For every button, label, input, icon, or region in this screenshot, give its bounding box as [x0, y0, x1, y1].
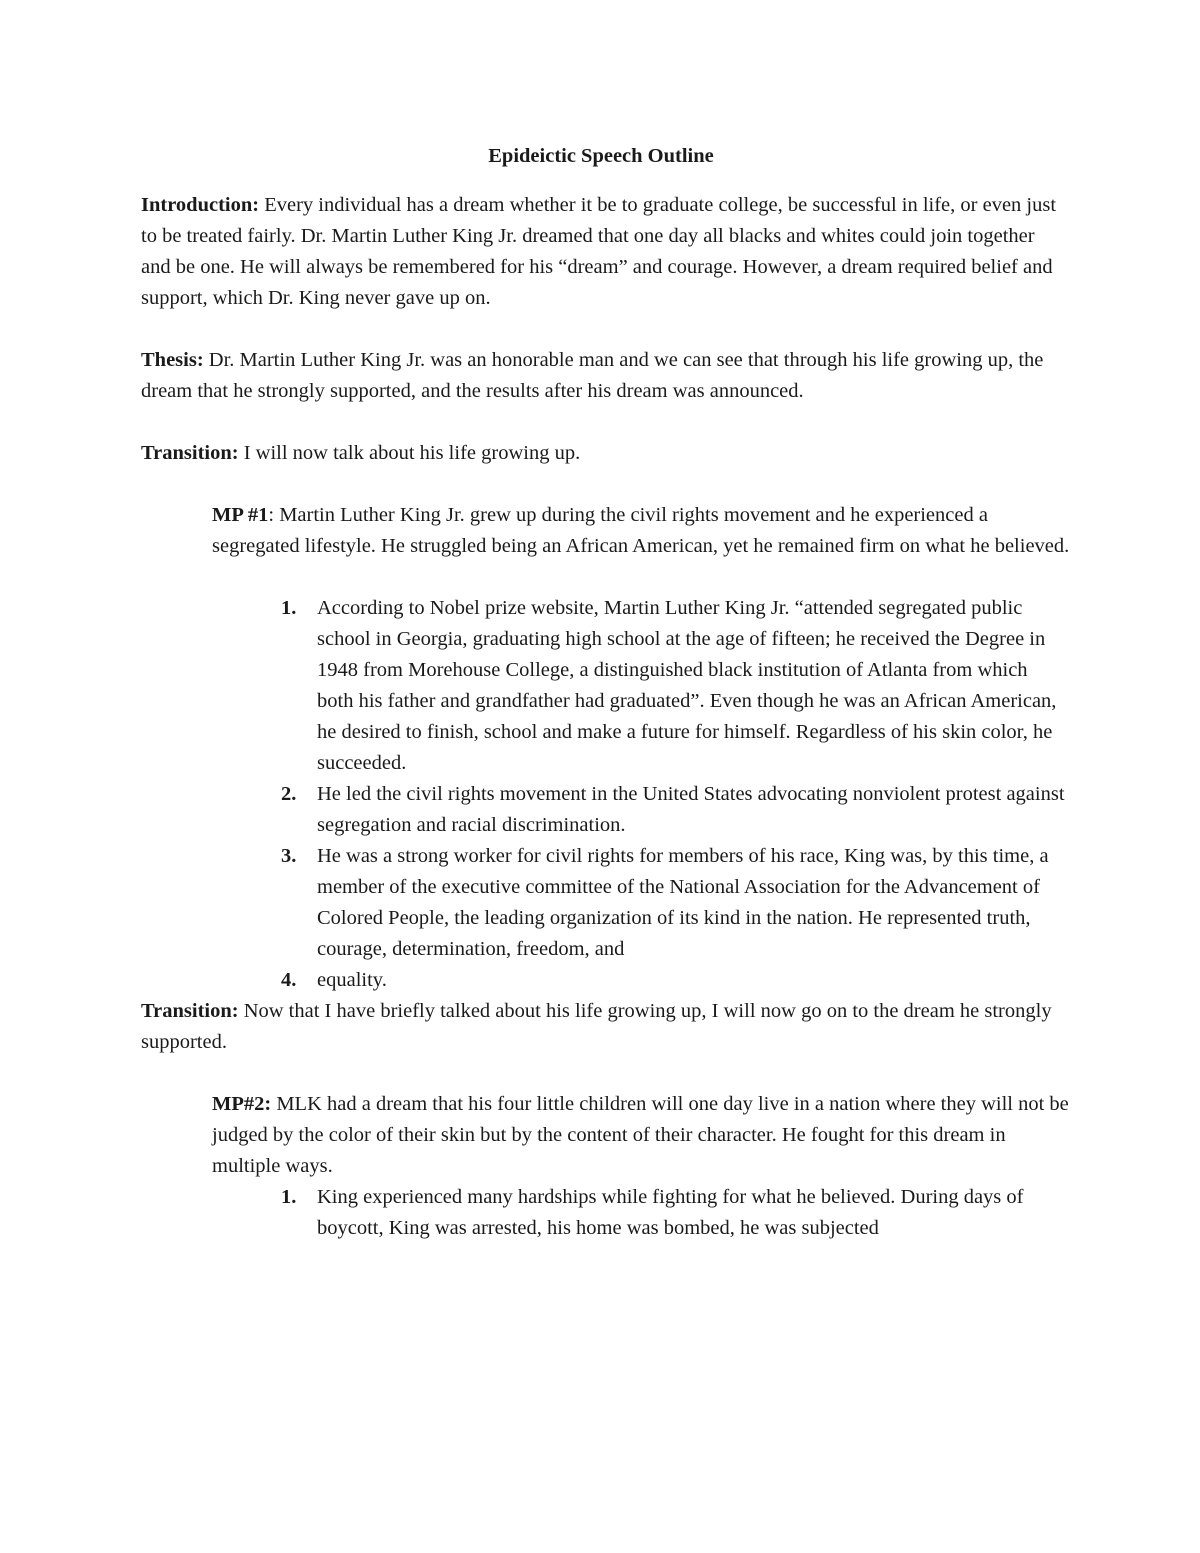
list-item-number: 1.	[281, 597, 297, 619]
list-item	[281, 593, 1067, 779]
list-item-number: 2.	[281, 783, 297, 805]
main-point-2-label: MP#2:	[212, 1093, 272, 1115]
list-item	[281, 965, 1067, 996]
thesis-label: Thesis:	[141, 349, 204, 371]
main-point-1-subpoints	[281, 593, 1067, 996]
document-page	[141, 141, 1070, 1244]
document-title: Epideictic Speech Outline	[488, 145, 714, 167]
list-item-text: equality.	[317, 969, 387, 991]
main-point-1-label: MP #1	[212, 504, 269, 526]
list-item-text: He was a strong worker for civil rights for members of his race, King was, by this time, a member of the executive committee of the National Association for the Advancement of Colored People, the leading organization of its kind in the nation. He represented truth, courage, determination, freedom, and	[317, 845, 1049, 960]
main-point-1-paragraph	[212, 500, 1072, 562]
list-item-number: 4.	[281, 969, 297, 991]
introduction-text: Every individual has a dream whether it be to graduate college, be successful in life, or even just to be treated fairly. Dr. Martin Luther King Jr. dreamed that one day all blacks and whites could join together and be one. He will always be remembered for his “dream” and courage. However, a dream required belief and support, which Dr. King never gave up on.	[141, 194, 1057, 309]
transition-1-text: I will now talk about his life growing up.	[238, 442, 581, 464]
transition-1-paragraph	[141, 438, 1061, 469]
main-point-2-paragraph	[212, 1089, 1072, 1182]
main-point-2-subpoints	[281, 1182, 1067, 1244]
list-item	[281, 779, 1067, 841]
list-item	[281, 1182, 1067, 1244]
list-item	[281, 841, 1067, 965]
list-item-text: He led the civil rights movement in the United States advocating nonviolent protest against segregation and racial discrimination.	[317, 783, 1065, 836]
main-point-2-text: MLK had a dream that his four little children will one day live in a nation where they will not be judged by the color of their skin but by the content of their character. He fought for this dream in multiple ways.	[212, 1093, 1069, 1177]
transition-2-label: Transition:	[141, 1000, 239, 1022]
thesis-paragraph	[141, 345, 1061, 407]
list-item-number: 1.	[281, 1186, 297, 1208]
introduction-label: Introduction:	[141, 194, 260, 216]
transition-2-paragraph	[141, 996, 1061, 1058]
list-item-number: 3.	[281, 845, 297, 867]
transition-1-label: Transition:	[141, 442, 239, 464]
thesis-text: Dr. Martin Luther King Jr. was an honorable man and we can see that through his life growing up, the dream that he strongly supported, and the results after his dream was announced.	[141, 349, 1044, 402]
main-point-1-text: : Martin Luther King Jr. grew up during the civil rights movement and he experienced a segregated lifestyle. He struggled being an African American, yet he remained firm on what he believed.	[212, 504, 1070, 557]
transition-2-text: Now that I have briefly talked about his life growing up, I will now go on to the dream he strongly supported.	[141, 1000, 1052, 1053]
introduction-paragraph	[141, 190, 1061, 314]
list-item-text: King experienced many hardships while fighting for what he believed. During days of boycott, King was arrested, his home was bombed, he was subjected	[317, 1186, 1024, 1239]
list-item-text: According to Nobel prize website, Martin Luther King Jr. “attended segregated public school in Georgia, graduating high school at the age of fifteen; he received the Degree in 1948 from Morehouse College, a distinguished black institution of Atlanta from which both his father and grandfather had graduated”. Even though he was an African American, he desired to finish, school and make a future for himself. Regardless of his skin color, he succeeded.	[317, 597, 1057, 774]
